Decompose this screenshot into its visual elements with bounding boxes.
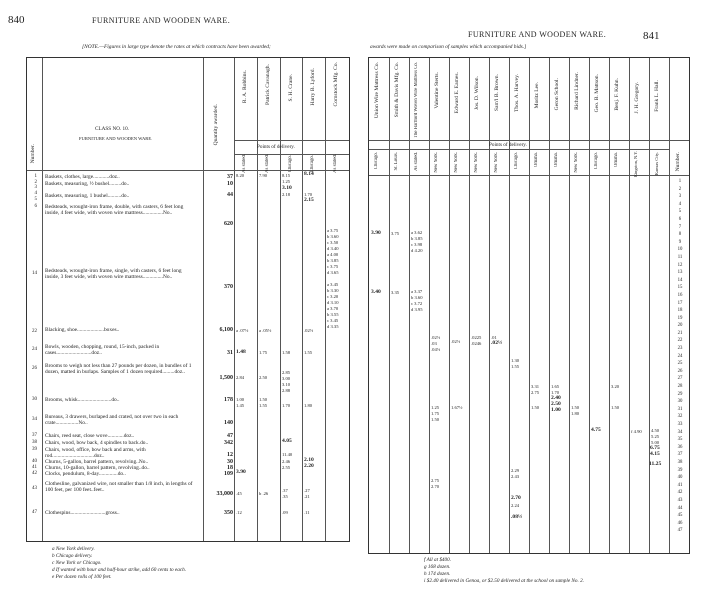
bid-value: 2.43	[511, 474, 520, 479]
bid-value: 7.90	[259, 173, 268, 178]
row-number: 37	[677, 452, 683, 458]
item-description: Brooms to weigh not less than 27 pounds per dozen, in bundles of 1 dozen, matted in burlaps. Samples of 1 dozen required.........doz..	[45, 363, 192, 376]
row-number: 36	[677, 444, 683, 450]
bidder-name: Valentine Sterts.	[434, 72, 440, 109]
item-description: Bedsteads, wrought-iron frame, single, with casters, 6 feet long inside, 3 feet wide, with woven wire mattress...............No..	[45, 268, 182, 281]
bid-value: 1.55	[259, 403, 268, 408]
row-number: 4	[678, 201, 682, 207]
delivery-point: Omaha.	[614, 152, 619, 168]
bid-value: 1.50	[259, 397, 268, 402]
bidder-name: Harry B. Lyford.	[310, 68, 316, 106]
bid-value: c 3.72	[411, 301, 423, 306]
item-description: Bowls, wooden, chopping, round, 15-inch, packed in cases..........................doz..	[45, 344, 160, 357]
bid-value: b .26	[259, 491, 269, 496]
bid-value: 5.00	[651, 440, 660, 445]
bidder-name: Richard Lindner.	[574, 72, 580, 110]
bid-value: .01	[491, 335, 497, 340]
bidder-name: Union Wire Mattress Co.	[374, 62, 380, 119]
right-page	[358, 0, 715, 600]
row-number: 21	[677, 330, 683, 336]
quantity: 18	[227, 465, 233, 471]
bid-value: 5.25	[651, 434, 660, 439]
delivery-point: As stated.	[414, 152, 419, 171]
row-number: 38	[677, 459, 683, 465]
row-number: 34	[677, 429, 683, 435]
quantity: 370	[224, 284, 233, 290]
quantity: 37 10	[227, 174, 233, 187]
bid-value: 2.18	[282, 192, 291, 197]
delivery-point: As stated.	[333, 154, 338, 173]
quantity: 47	[227, 433, 233, 439]
bid-value-awarded: .08½	[511, 514, 523, 520]
row-number: 45	[677, 513, 683, 519]
class-subtitle: FURNITURE AND WOODEN WARE.	[79, 136, 153, 141]
delivery-point: New York.	[494, 152, 499, 173]
bid-value-awarded: 3.10	[282, 185, 292, 191]
bid-value: 2.55	[282, 465, 291, 470]
delivery-point: Chicago.	[288, 155, 293, 173]
bid-value-awarded: .02½	[491, 340, 503, 346]
item-description: Clothespins..........................gross..	[45, 510, 120, 516]
bid-value: c 3.50	[327, 240, 339, 245]
bid-value: b 3.85	[327, 258, 339, 263]
bid-value: b 3.60	[327, 234, 339, 239]
quantity: 30	[227, 459, 233, 465]
bid-value-awarded: 4.05	[282, 438, 292, 444]
row-number: 44	[677, 505, 683, 511]
bid-value: a .07½	[236, 328, 249, 333]
bid-value: 2.75	[431, 478, 440, 483]
row-number: 30	[32, 397, 37, 402]
row-number: 33	[677, 422, 683, 427]
bid-value: 11.40	[282, 452, 293, 457]
bid-value: 1.55	[511, 364, 520, 369]
bid-value: .03	[431, 341, 437, 346]
bid-value: 2.88	[282, 388, 291, 393]
footnote: c New York or Chicago.	[52, 560, 102, 566]
bid-value: b 3.30	[327, 288, 339, 293]
left-page	[0, 0, 357, 600]
delivery-point: New York.	[474, 152, 479, 173]
bidder-name: Sam'l B. Brown.	[494, 74, 500, 112]
delivery-point: Omaha.	[554, 152, 559, 168]
bid-value-awarded: 11.25	[649, 461, 662, 467]
bidder-name: Benj. F. Kuhn.	[614, 78, 620, 111]
bid-value: .45	[236, 491, 242, 496]
row-number: 39	[677, 467, 683, 473]
delivery-point: As stated.	[242, 154, 247, 173]
page-header: FURNITURE AND WOODEN WARE.	[468, 30, 607, 39]
delivery-point: St. Louis.	[394, 152, 399, 171]
row-number: 19	[677, 315, 683, 321]
bid-value: d 3.40	[327, 246, 339, 251]
bid-value: d 3.35	[327, 324, 339, 329]
row-number: 14	[32, 271, 37, 276]
bidder-name: Patrick Cavanagh.	[265, 64, 271, 106]
bid-value: c 3.20	[327, 294, 339, 299]
delivery-point: New York.	[574, 152, 579, 173]
item-description: Baskets, clothes, large............doz.. Baskets, measuring, ½ bushel.........do..	[45, 174, 130, 187]
bid-value: c 3.75	[327, 264, 339, 269]
bid-value: 1.00	[236, 397, 245, 402]
bid-value: 3.10	[282, 382, 291, 387]
bid-value: .0225	[471, 335, 482, 340]
bidder-name: Comstock Mfg. Co.	[333, 62, 339, 107]
bid-value-awarded: 2.10	[304, 457, 314, 463]
row-number: 23	[677, 346, 683, 352]
item-description: Chairs, reed seat, close wove............doz..	[45, 433, 135, 439]
bid-value: .04½	[431, 347, 441, 352]
row-number: 4 5	[34, 191, 37, 202]
row-number: 16	[677, 292, 683, 298]
row-number: 34	[32, 417, 37, 422]
item-description: Chairs, wood, office, bow back and arms, with rod...............................doz..	[45, 447, 146, 460]
footnote: h 174 dozen.	[424, 571, 451, 577]
row-number: 40	[677, 475, 683, 481]
bid-value: b 3.85	[411, 236, 423, 241]
bid-value-awarded: 2.20	[304, 463, 314, 469]
delivery-point: Chicago.	[310, 155, 315, 173]
page-header: FURNITURE AND WOODEN WARE.	[92, 16, 231, 25]
bid-table	[26, 57, 350, 542]
item-description: Churns, 5-gallon, barrel pattern, revolving..No..	[45, 459, 149, 465]
bid-value: b 3.60	[411, 295, 423, 300]
bid-value-awarded: 2.40	[551, 395, 561, 401]
bid-value: .21	[304, 494, 310, 499]
row-number: 1 2 3	[34, 174, 37, 191]
item-description: Churns, 10-gallon, barrel pattern, revolving..do..	[45, 465, 150, 471]
bid-value: 1.80	[304, 403, 313, 408]
note: awards were made on comparison of samples which accompanied bids.]	[370, 44, 527, 50]
row-number: 3	[678, 194, 682, 200]
bid-value: 2.75	[531, 390, 540, 395]
footnote: d If wanted with hour and half-hour strike, add 60 cents to each.	[52, 567, 186, 573]
row-number: 43	[32, 486, 37, 491]
item-description: Baskets, measuring, 1 bushel..........do..	[45, 193, 130, 199]
bid-value: 1.70	[282, 403, 291, 408]
page-number: 840	[8, 14, 25, 26]
row-number: 9	[678, 239, 682, 245]
bid-value: 2.50	[259, 375, 268, 380]
row-number: 32	[677, 414, 683, 420]
row-number: 1	[678, 179, 682, 184]
quantity: 620	[224, 221, 233, 227]
bid-value: 1.25	[431, 405, 440, 410]
item-description: Chairs, wood, bow back, 4 spindles to back.do..	[45, 440, 149, 446]
bid-value: a .05½	[259, 328, 272, 333]
row-number-column	[671, 178, 689, 535]
bid-value-awarded: 8.14	[304, 171, 314, 177]
bidder-name: Moritz Lee.	[534, 82, 540, 109]
row-number: 6	[678, 216, 682, 222]
row-number: 47	[677, 528, 683, 534]
row-number: 11	[677, 254, 683, 260]
number-label: Number.	[30, 144, 36, 164]
bid-value: 3.35	[391, 290, 400, 295]
row-number: 46	[677, 520, 683, 526]
bidder-name: Smith & Davis Mfg. Co.	[394, 62, 400, 118]
bid-value: 1.55	[304, 350, 313, 355]
quantity: 178	[224, 397, 233, 403]
item-description: Blacking, shoe....................boxes..	[45, 327, 120, 333]
bid-value: 2.46	[282, 459, 291, 464]
row-number: 31	[677, 406, 683, 412]
bid-value: .09	[282, 510, 288, 515]
delivery-point: As stated.	[265, 154, 270, 173]
item-description: Bedsteads, wrought-iron frame, double, with casters, 6 feet long inside, 4 feet wide, with woven wire mattress...............No..	[45, 204, 184, 217]
bid-value: d 3.95	[411, 307, 423, 312]
row-number: 24	[677, 353, 683, 359]
bid-value: 1.65	[551, 384, 560, 389]
bid-value: 8.20	[236, 173, 245, 178]
row-number: 12	[677, 262, 683, 268]
bid-value: 1.45	[236, 403, 245, 408]
item-description: Clothesline, galvanized wire, not smaller than 1/8 inch, in lengths of 100 feet, per 100 feet..feet..	[45, 481, 193, 494]
quantity: 1,500	[219, 375, 233, 381]
row-number: 18	[677, 308, 683, 314]
quantity: 350	[224, 510, 233, 516]
row-number: 25	[677, 361, 683, 367]
bid-value: 2.29	[511, 468, 520, 473]
row-number: 22	[32, 329, 37, 334]
row-number: 29	[677, 391, 683, 397]
bid-value: .02½	[431, 335, 441, 340]
delivery-point: Kingston, N.Y.	[633, 151, 638, 178]
bid-value: 1.70	[304, 192, 313, 197]
bidder-name: Geo. B. Mattson.	[594, 74, 600, 113]
bid-value: .02½	[304, 328, 314, 333]
row-number: 10	[677, 247, 683, 253]
footnote: f All at $400.	[424, 557, 451, 563]
bid-value: .02½	[451, 339, 461, 344]
footnote: i $2.40 delivered in Genoa, or $2.50 delivered at the school on sample No. 2.	[424, 578, 584, 584]
row-number: 13	[677, 270, 683, 276]
bid-value: 1.30	[511, 358, 520, 363]
note: [NOTE.—Figures in large type denote the rates at which contracts have been awarded;	[82, 44, 271, 50]
points-label: Points of delivery.	[489, 142, 527, 148]
delivery-point: Chicago.	[374, 152, 379, 170]
row-number: 17	[677, 300, 683, 306]
bid-value: 1.75	[431, 411, 440, 416]
bid-value: .12	[236, 510, 242, 515]
bid-value: a 3.37	[411, 289, 423, 294]
bid-value: c 3.98	[411, 242, 423, 247]
row-number: 42	[32, 471, 37, 476]
footnote: b Chicago delivery.	[52, 553, 93, 559]
bid-value: 2.70	[431, 484, 440, 489]
bid-value-awarded: 2.50	[551, 401, 561, 407]
bid-value: 2.24	[511, 503, 520, 508]
bid-value: 1.50	[611, 405, 620, 410]
bidder-name: Jos. D. Wilson.	[474, 76, 480, 111]
bid-value: 1.25	[282, 179, 291, 184]
bid-table	[368, 57, 690, 554]
bidder-name: Geron School.	[554, 78, 560, 111]
bid-value: 1.50	[531, 405, 540, 410]
row-number: 6	[34, 204, 37, 209]
delivery-point: Chicago.	[514, 152, 519, 170]
bid-value: .27	[304, 488, 310, 493]
bid-value: a 4.00	[327, 252, 339, 257]
row-number: 42	[677, 490, 683, 496]
number-label: Number.	[675, 152, 681, 172]
quantity: 6,100	[219, 327, 233, 333]
quantity: 44	[227, 192, 233, 198]
row-number: 28	[677, 384, 683, 390]
bid-value: .35	[282, 494, 288, 499]
bid-value: d 4.20	[411, 248, 423, 253]
item-description: Brooms, whisk.........................do..	[45, 397, 120, 403]
delivery-point: Omaha.	[534, 152, 539, 168]
bid-value: 1.75	[259, 350, 268, 355]
bid-value: b 3.55	[327, 312, 339, 317]
row-number: 7	[678, 224, 682, 230]
quantity: 140	[224, 420, 233, 426]
bidder-name: Thos. A. Harvey.	[514, 74, 520, 113]
bid-value: 1.67½	[451, 405, 463, 410]
bid-value: .37	[282, 488, 288, 493]
row-number: 2	[678, 186, 682, 192]
item-description: Clocks, pendulum, 8-day..............do..	[45, 471, 126, 477]
bid-value: 4.50	[651, 428, 660, 433]
bid-value-awarded: 3.90	[236, 469, 246, 475]
bid-value: d 3.65	[327, 270, 339, 275]
quantity: 12	[227, 452, 233, 458]
bid-value: 1.50	[571, 405, 580, 410]
row-number: 41	[677, 482, 683, 488]
bid-value-awarded: 3.40	[371, 289, 381, 295]
bid-value: 3.20	[611, 384, 620, 389]
bid-value: a 3.45	[327, 282, 339, 287]
bid-value: 1.70	[551, 390, 560, 395]
footnote: g 168 dozen.	[424, 564, 451, 570]
bid-value-awarded: 4.15	[650, 451, 660, 457]
bid-value: 3.75	[391, 231, 400, 236]
bid-value: 3.31	[531, 384, 540, 389]
bid-value-awarded: 2.70	[511, 495, 521, 501]
bid-value: 8.15	[282, 173, 291, 178]
bid-value-awarded: 2.15	[304, 197, 314, 203]
row-number: 38	[32, 440, 37, 445]
bidder-name: J. H. Gregory.	[634, 82, 640, 114]
bidder-name: The Hartford Woven Wire Mattress Co.	[414, 62, 419, 138]
bidder-name: Edward E. Eames.	[454, 72, 460, 114]
delivery-point: New York.	[454, 152, 459, 173]
row-number: 26	[677, 368, 683, 374]
bid-value: .11	[304, 510, 310, 515]
row-number: 22	[677, 338, 683, 344]
bid-value-awarded: 3.90	[371, 230, 381, 236]
bid-value-awarded: 1.00	[551, 407, 561, 413]
row-number: 20	[677, 323, 683, 329]
row-number: 39	[32, 447, 37, 452]
bid-value: 3.00	[282, 376, 291, 381]
row-number: 47	[32, 510, 37, 515]
row-number: 5	[678, 209, 682, 215]
delivery-point: Kansas City.	[654, 152, 659, 176]
quantity: 33,000	[216, 491, 233, 497]
row-number: 43	[677, 497, 683, 503]
row-number: 40	[32, 459, 37, 464]
bid-value: .0246	[471, 341, 482, 346]
bid-value: 1.58	[282, 350, 291, 355]
page-number: 841	[643, 30, 660, 42]
bidder-name: Frank L. Hall.	[654, 80, 660, 112]
bidder-name: R. A. Robbins.	[242, 70, 248, 104]
quantity: 31	[227, 350, 233, 356]
delivery-point: Chicago.	[594, 152, 599, 170]
bid-value: a 3.62	[411, 230, 423, 235]
footnote: a New York delivery.	[52, 546, 95, 552]
row-number: 30	[677, 399, 683, 405]
bid-value: 1.80	[571, 411, 580, 416]
quantity: 342	[224, 440, 233, 446]
row-number: 37	[32, 433, 37, 438]
bid-value-awarded: 4.75	[591, 427, 601, 433]
bid-value: f 4.90	[631, 429, 642, 434]
bid-value: 1.50	[431, 417, 440, 422]
row-number: 35	[677, 437, 683, 443]
item-description: Bureaus, 3 drawers, burlaped and crated, not over two in each crate.................No..	[45, 414, 179, 427]
delivery-point: New York.	[434, 152, 439, 173]
points-label: Points of delivery.	[257, 144, 295, 150]
row-number: 41	[32, 465, 37, 470]
row-number: 27	[677, 376, 683, 382]
bid-value: 2.85	[282, 370, 291, 375]
bid-value: a 3.75	[327, 228, 339, 233]
bid-value-awarded: 1.48	[236, 349, 246, 355]
bidder-name: S. H. Crane.	[288, 74, 294, 102]
quantity-label: Quantity awarded.	[213, 104, 219, 146]
row-number: 15	[677, 285, 683, 291]
footnote: e Per dozen rolls of 100 feet.	[52, 574, 112, 580]
bid-value: c 3.45	[327, 318, 339, 323]
class-title: CLASS NO. 10.	[95, 126, 130, 132]
bid-value: d 3.10	[327, 300, 339, 305]
row-number: 26	[32, 366, 37, 371]
row-number: 14	[677, 277, 683, 283]
row-number: 24	[32, 347, 37, 352]
bid-value: 2.84	[236, 375, 245, 380]
row-number: 8	[678, 232, 682, 238]
bid-value-awarded: 6.75	[650, 445, 660, 451]
bid-value: a 3.70	[327, 306, 339, 311]
quantity: 109	[224, 471, 233, 477]
